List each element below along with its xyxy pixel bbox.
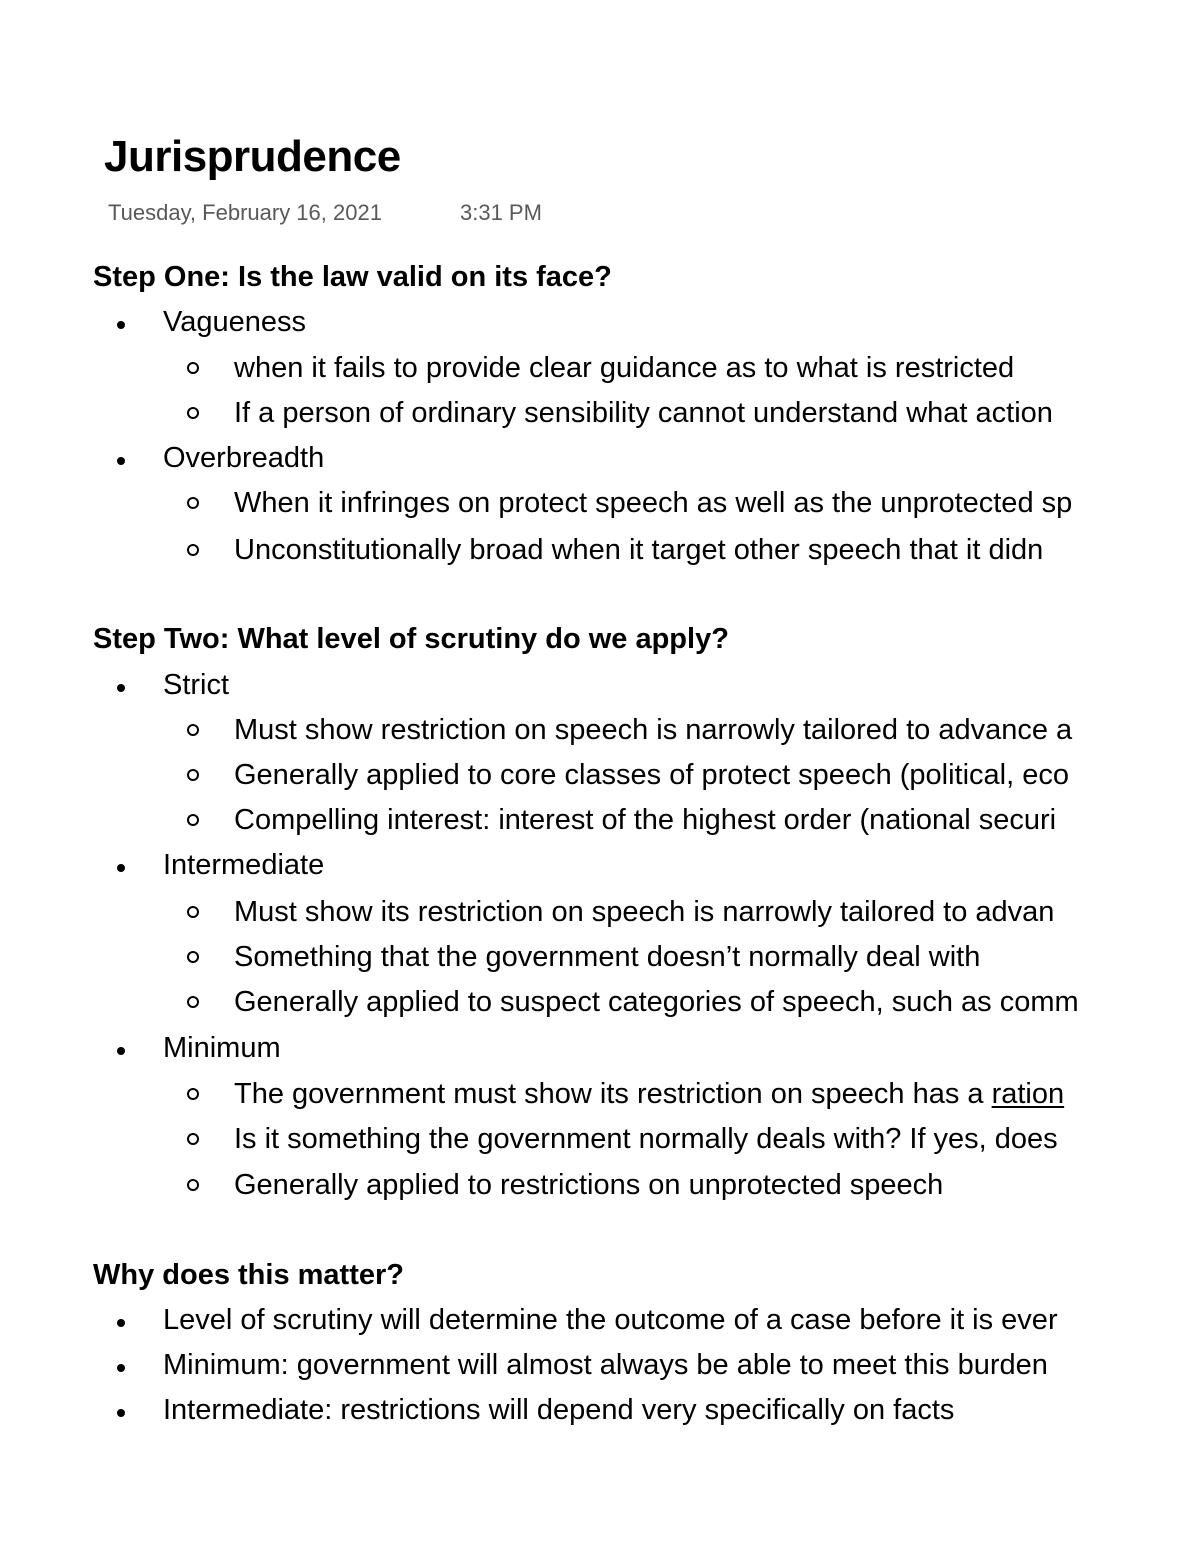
bullet-item: Level of scrutiny will determine the outcome of a case before it is ever: [163, 1304, 1058, 1336]
bullet-item: Minimum: government will almost always be able to meet this burden: [163, 1349, 1048, 1381]
sub-bullet: When it infringes on protect speech as well as the unprotected sp: [234, 487, 1073, 519]
sub-bullet: Must show its restriction on speech is narrowly tailored to advan: [234, 896, 1055, 928]
step-two-heading: Step Two: What level of scrutiny do we apply?: [93, 623, 729, 655]
note-date: Tuesday, February 16, 2021: [108, 200, 382, 225]
sub-bullet: If a person of ordinary sensibility cannot understand what action: [234, 397, 1053, 429]
sub-bullet: Unconstitutionally broad when it target other speech that it didn: [234, 534, 1044, 566]
note-time: 3:31 PM: [460, 200, 542, 225]
bullet-strict: Strict: [163, 669, 230, 701]
bullet-intermediate: Intermediate: [163, 849, 325, 881]
note-timestamp: [108, 200, 542, 226]
bullet-item: Intermediate: restrictions will depend very specifically on facts: [163, 1394, 955, 1426]
step-one-heading: Step One: Is the law valid on its face?: [93, 261, 612, 293]
sub-bullet-text: The government must show its restriction on speech has a: [234, 1078, 992, 1110]
why-heading: Why does this matter?: [93, 1259, 404, 1291]
sub-bullet: [234, 1078, 1064, 1111]
sub-bullet: Generally applied to suspect categories of speech, such as comm: [234, 986, 1079, 1018]
underlined-text: ration: [991, 1078, 1065, 1110]
sub-bullet: Compelling interest: interest of the highest order (national securi: [234, 804, 1057, 836]
bullet-overbreadth: Overbreadth: [163, 442, 325, 474]
bullet-minimum: Minimum: [163, 1032, 281, 1064]
sub-bullet: Is it something the government normally deals with? If yes, does: [234, 1123, 1058, 1155]
sub-bullet: when it fails to provide clear guidance as to what is restricted: [234, 352, 1015, 384]
sub-bullet: Must show restriction on speech is narrowly tailored to advance a: [234, 714, 1073, 746]
page-title: Jurisprudence: [104, 132, 401, 181]
bullet-vagueness: Vagueness: [163, 306, 306, 338]
sub-bullet: Generally applied to restrictions on unprotected speech: [234, 1169, 944, 1201]
sub-bullet: Something that the government doesn’t normally deal with: [234, 941, 981, 973]
sub-bullet: Generally applied to core classes of protect speech (political, eco: [234, 759, 1069, 791]
